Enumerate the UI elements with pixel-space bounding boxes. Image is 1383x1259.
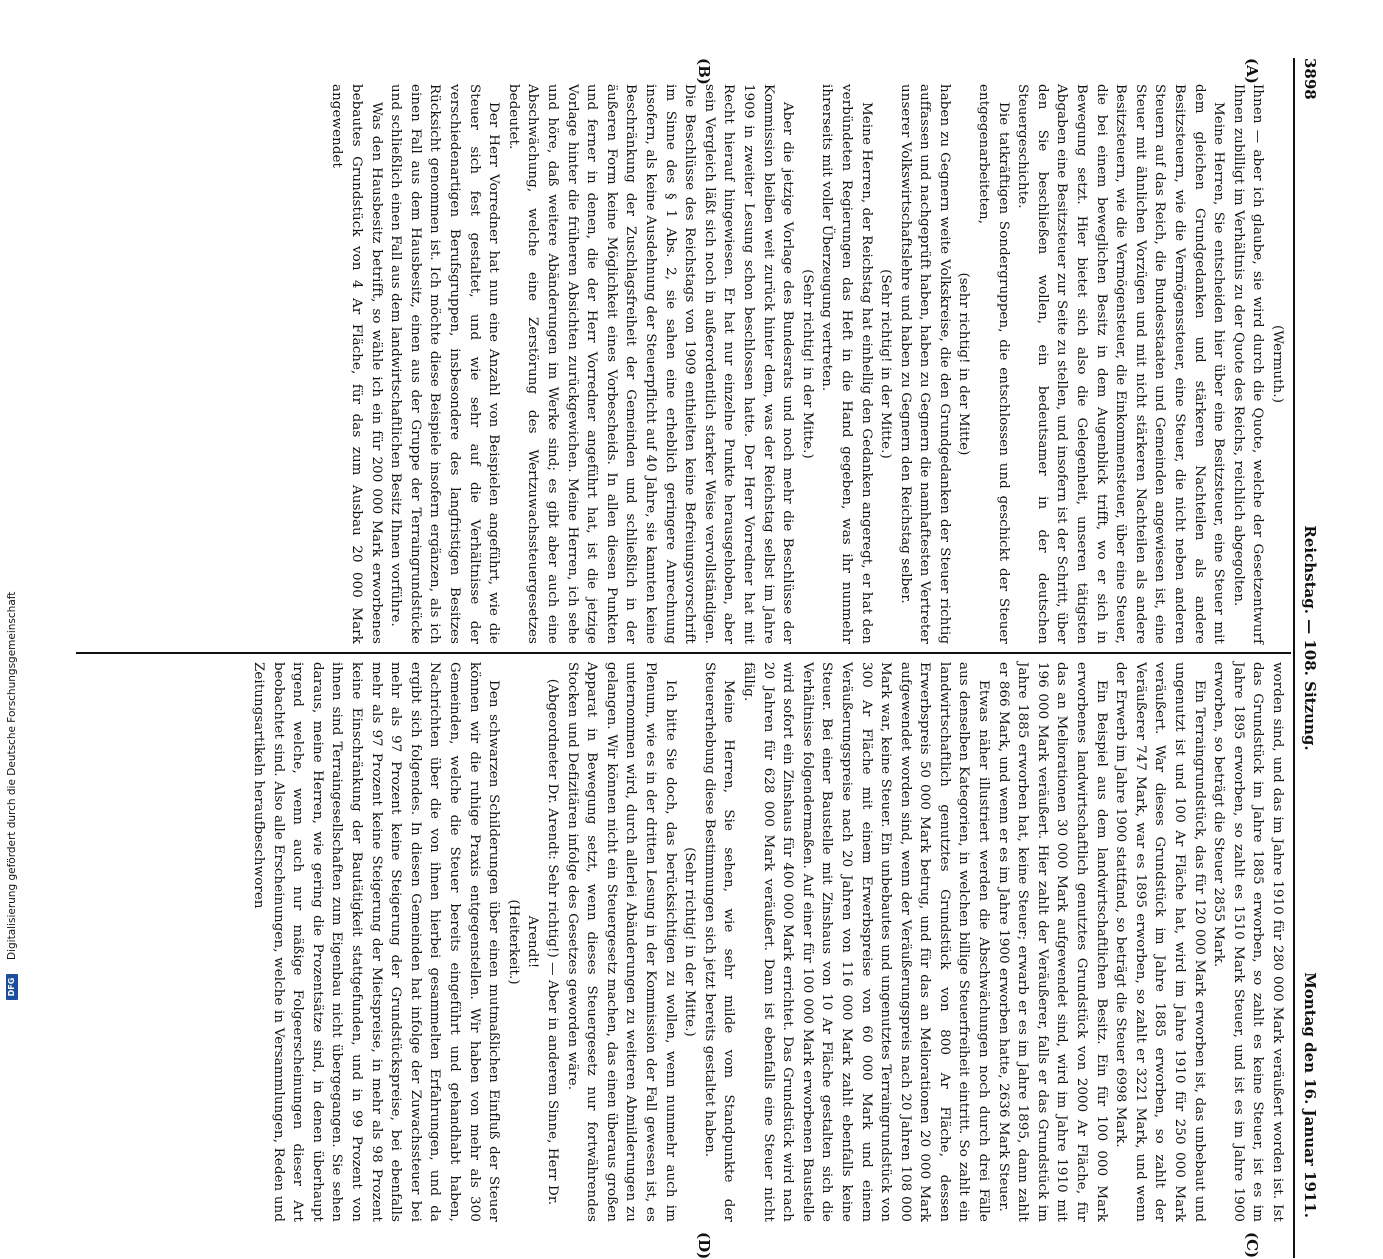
speaker-continuation: (Wermuth.) xyxy=(1270,324,1285,404)
paragraph: Den schwarzen Schilderungen über einen mutmaßlichen Einfluß der Steuer können wir die ruhige Praxis entgegenstellen. Wir haben von mehr als 300 Gemeinden, welche die Steuer bereits eingeführt und gehandhabt haben, Nachrichten über die von ihnen hierbei gesammelten Erfahrungen, und da ergibt sich folgendes. In diesen Gemeinden hat infolge der Zuwachssteuer bei mehr als 97 Prozent keine Steigerung der Grundstückspreise, bei ebenfalls mehr als 97 Prozent keine Steigerung der Mietspreise, in mehr als 98 Prozent keine Einschränkung der Bautätigkeit stattgefunden, und in 99 Prozent von ihnen sind Terraingesellschaften zum Eigenbau nicht übergegangen. Sie sehen daraus, meine Herren, wie gering die Prozentsätze sind, in denen überhaupt irgend welche, wenn auch nur mäßige Folgeerscheinungen dieser Art beobachtet sind. Also alle Erscheinungen, welche in Versammlungen, Reden und Zeitungsartikeln heraufbeschworen xyxy=(251,662,502,1222)
paragraph: Ein Terraingrundstück, das für 120 000 Mark erworben ist, das unbebaut und ungenutzt ist und 100 Ar Fläche hat, wird im Jahre 1910 für 250 000 Mark veräußert. War dieses Grundstück im Jahre 1885 erworben, so zahlt der Veräußerer 747 Mark, war es 1895 erworben, so zahlt er 3221 Mark, und wenn der Erwerb im Jahre 1900 stattfand, so beträgt die Steuer 6998 Mark. xyxy=(1113,662,1207,1222)
page-title: Reichstag. — 108. Sitzung. xyxy=(1301,525,1319,751)
page-date: Montag den 16. Januar 1911. xyxy=(1301,972,1319,1218)
paragraph: Etwas näher illustriert werden die Abschwächungen noch durch drei Fälle aus denselben Kategorien, in welchen billige Steuerfreiheit eintritt. So zahlt ein landwirtschaftlich genutztes Grundstück von 800 Ar Fläche, dessen Erwerbspreis 50 000 Mark betrug, und für das an Meliorationen 20 000 Mark aufgewendet worden sind, wenn der Veräußerungspreis nach 20 Jahren 108 000 Mark war, keine Steuer. Ein unbebautes und ungenutztes Terraingrundstück von 300 Ar Fläche mit einem Erwerbspreise von 60 000 Mark und einem Veräußerungspreise nach 20 Jahren von 116 000 Mark zahlt ebenfalls keine Steuer. Bei einer Baustelle mit Zinshaus von 10 Ar Fläche gestalten sich die Verhältnisse folgendermaßen. Auf einer für 100 000 Mark erworbenen Baustelle wird sofort ein Zinshaus für 400 000 Mark errichtet. Das Grundstück wird nach 20 Jahren für 628 000 Mark veräußert. Dann ist ebenfalls eine Steuer nicht fällig. xyxy=(740,662,992,1222)
paragraph: Meine Herren, Sie entscheiden hier über eine Besitzsteuer, eine Steuer mit dem gleichen Grundgedanken und stärkeren Nachteilen als andere Besitzsteuern, wie die Vermögenssteuer, eine Steuer, die nicht neben anderen Steuern auf das Reich, die Bundesstaaten und Gemeinden angewiesen ist, eine Steuer mit ähnlichen Vorzügen und mit nicht stärkeren Nachteilen als andere Besitzsteuern, wie die Vermögensteuer, die Einkommensteuer, über eine Steuer, die bei einem beweglichen Besitz in dem Augenblick trifft, wo er sich in Bewegung setzt. Hier bietet sich also die Gelegenheit, unseren tätigsten Abgaben eine Besitzsteuer zur Seite zu stellen, und insofern ist der Schritt, über den Sie beschließen wollen, ein bedeutsamer in der deutschen Steuergeschichte. xyxy=(1015,84,1227,644)
paragraph: Ihnen — aber ich glaube, sie wird durch die Quote, welche der Gesetzentwurf Ihnen zubilligt im Verhältnis zu der Quote des Reichs, reichlich abgegolten. xyxy=(1230,84,1266,644)
dfg-logo: DFG xyxy=(6,974,18,1000)
interjection: (sehr richtig! in der Mitte) xyxy=(956,272,972,456)
page-header xyxy=(1297,58,1323,1218)
margin-marker-a: (A) xyxy=(1243,58,1261,84)
page-number: 3898 xyxy=(1301,58,1319,100)
interjection: (Sehr richtig! in der Mitte.) xyxy=(682,847,698,1037)
paragraph: Aber die jetzige Vorlage des Bundesrats und noch mehr die Beschlüsse der Kommission bleiben weit zurück hinter dem, was der Reichstag selbst im Jahre 1909 in zweiter Lesung schon beschlossen hatte. Der Herr Vorredner hat mit Recht hierauf hingewiesen. Er hat nur einzelne Punkte herausgehoben, aber sein Vergleich läßt sich noch in außerordentlich starker Weise vervollständigen. Die Beschlüsse des Reichstags von 1909 enthielten keine Befreiungsvorschrift im Sinne des § 1 Abs. 2, sie sahen eine erheblich geringere Anrechnung insofern, als keine Ausdehnung der Steuerpflicht auf 40 Jahre, sie kannten keine Beschränkung der Zuschlagsfreiheit der Gemeinden und schließlich in der äußeren Form keine Möglichkeit eines Vorbescheids. In allen diesen Punkten und ferner in denen, die der Herr Vorredner angeführt hat, ist die jetzige Vorlage hinter die früheren Absichten zurückgewichen. Meine Herren, ich sehe und höre, daß weitere Abänderungen im Werke sind; es gibt aber auch eine Abschwächung, welche eine Zerstörung des Wertzuwachssteuergesetzes bedeutet. xyxy=(505,84,796,644)
header-rule xyxy=(1293,58,1295,1258)
credit-text: Digitalisierung gefördert durch die Deutsche Forschungsgemeinschaft xyxy=(6,591,18,960)
left-column xyxy=(77,84,1287,644)
interjection: (Heiterkeit.) xyxy=(505,899,521,985)
digitization-credit xyxy=(4,0,20,1000)
paragraph: Ich bitte Sie doch, das berücksichtigen zu wollen, wenn nunmehr auch im Plenum, wie es in der dritten Lesung in der Kommission der Fall gewesen ist, es unternommen wird, durch allerlei Abänderungen zu weiteren Abmilderungen zu gelangen. Wir können nicht ein Steuergesetz machen, das einen überaus großen Apparat in Bewegung setzt, wenn dieses Steuergesetz nur fortwährendes Stocken und Defizitären infolge des Gesetzes geworden wäre. xyxy=(564,662,678,1222)
paragraph: Meine Herren, Sie sehen, wie sehr milde vom Standpunkte der Steuererhebung diese Bestimmungen sich jetzt bereits gestaltet haben. xyxy=(701,662,737,1222)
paragraph: haben zu Gegnern weite Volkskreise, die den Grundgedanken der Steuer richtig auffassen und nachgeprüft haben, haben zu Gegnern die namhaftesten Vertreter unserer Volkswirtschaftslehre und haben zu Gegnern den Reichstag selber. xyxy=(897,84,952,644)
margin-marker-d: (D) xyxy=(695,1232,713,1259)
paragraph: Die tatkräftigen Sondergruppen, die entschlossen und geschickt der Steuer entgegenarbeiteten, xyxy=(976,84,1011,644)
paragraph: Meine Herren, der Reichstag hat einhellig den Gedanken angeregt, er hat den verbündeten Regierungen das Heft in die Hand gegeben, was ihr nunmehr ihrerseits mit voller Überzeugung vertreten. xyxy=(819,84,874,644)
margin-marker-c: (C) xyxy=(1243,1232,1261,1259)
paragraph: Der Herr Vorredner hat nun eine Anzahl von Beispielen angeführt, wie die Steuer sich fest gestaltet, und wie sehr auf die Verhältnisse der verschiedenartigen Berufsgruppen, insbesondere des langfristigen Besitzes Rücksicht genommen ist. Ich möchte diese Beispiele insofern ergänzen, als ich einen Fall aus dem Hausbesitz, einen aus der Gruppe der Terraingrundstücke und schließlich einen Fall aus dem landwirtschaftlichen Besitz Ihnen vorführe. xyxy=(388,84,502,644)
interjection: (Sehr richtig! in der Mitte.) xyxy=(799,269,815,459)
paragraph: Was den Hausbesitz betrifft, so wähle ich ein für 200 000 Mark erworbenes bebautes Grundstück von 4 Ar Fläche, für das zum Ausbau 20 000 Mark angewendet xyxy=(329,84,384,644)
right-column xyxy=(77,662,1287,1222)
margin-marker-b: (B) xyxy=(695,58,713,85)
paragraph: Ein Beispiel aus dem landwirtschaftlichen Besitz. Ein für 100 000 Mark erworbenes landwirtschaftlich genutztes Grundstück von 2000 Ar Fläche, für das an Meliorationen 30 000 Mark aufgewendet sind, wird im Jahre 1910 mit 196 000 Mark veräußert. Hier zahlt der Veräußerer, falls er das Grundstück im Jahre 1885 erworben hat, keine Steuer; erwarb er es im Jahre 1895, dann zahlt er 866 Mark, und wenn er es im Jahre 1900 erworben hatte, 2636 Mark Steuer. xyxy=(995,662,1109,1222)
interjection: (Abgeordneter Dr. Arendt: Sehr richtig!) — Aber in anderem Sinne, Herr Dr. Arendt! xyxy=(525,678,561,1206)
column-rule xyxy=(76,652,1291,654)
interjection: (Sehr richtig! in der Mitte.) xyxy=(878,269,894,459)
paragraph: worden sind, und das im Jahre 1910 für 280 000 Mark veräußert worden ist. Ist das Grundstück im Jahre 1885 erworben, so zahlt es keine Steuer, ist es im Jahre 1895 erworben, so zahlt es 1510 Mark Steuer, und ist es im Jahre 1900 erworben, so beträgt die Steuer 2855 Mark. xyxy=(1211,662,1285,1222)
